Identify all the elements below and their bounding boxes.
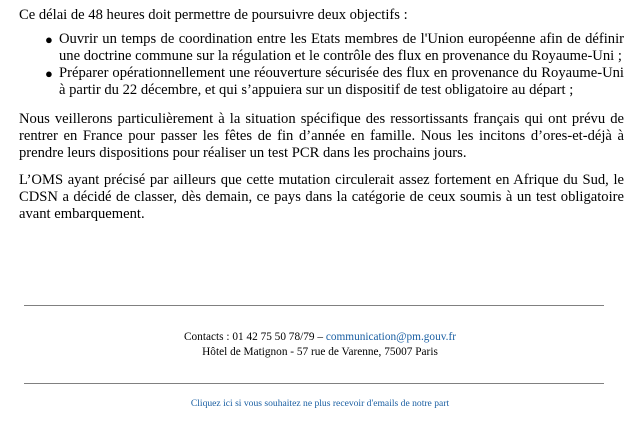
objective-text: Préparer opérationnellement une réouverture sécurisée des flux en provenance du Royaume-Uni à partir du 22 décembre, et qui s’appuiera sur un dispositif de test obligatoire au départ ; <box>59 65 624 98</box>
divider <box>24 383 604 384</box>
contact-phone: Contacts : 01 42 75 50 78/79 – <box>184 331 326 343</box>
paragraph-south-africa: L’OMS ayant précisé par ailleurs que cette mutation circulerait assez fortement en Afrique du Sud, le CDSN a décidé de classer, dès demain, ce pays dans la catégorie de ceux soumis à un test obligatoire avant embarquement. <box>19 172 624 222</box>
list-item <box>45 31 624 65</box>
bullet-icon: ● <box>45 32 53 47</box>
objective-text: Ouvrir un temps de coordination entre les Etats membres de l'Union européenne afin de définir une doctrine commune sur la régulation et le contrôle des flux en provenance du Royaume-Uni ; <box>59 31 624 64</box>
address-line: Hôtel de Matignon - 57 rue de Varenne, 75007 Paris <box>202 346 438 358</box>
contact-email-link[interactable]: communication@pm.gouv.fr <box>325 331 456 343</box>
intro-paragraph: Ce délai de 48 heures doit permettre de poursuivre deux objectifs : <box>19 7 408 23</box>
email-body <box>19 4 624 223</box>
list-item <box>45 65 624 99</box>
paragraph-nationals: Nous veillerons particulièrement à la situation spécifique des ressortissants français qui ont prévu de rentrer en France pour passer les fêtes de fin d’année en famille. Nous les incitons d’ores-et-déjà à prendre leurs dispositions pour réaliser un test PCR dans les prochains jours. <box>19 111 624 161</box>
bullet-icon: ● <box>45 66 53 81</box>
footer-contact <box>0 330 640 360</box>
divider <box>24 305 604 306</box>
objectives-list <box>19 31 624 99</box>
contact-line <box>0 330 640 345</box>
unsubscribe-link[interactable]: Cliquez ici si vous souhaitez ne plus recevoir d'emails de notre part <box>190 398 450 409</box>
